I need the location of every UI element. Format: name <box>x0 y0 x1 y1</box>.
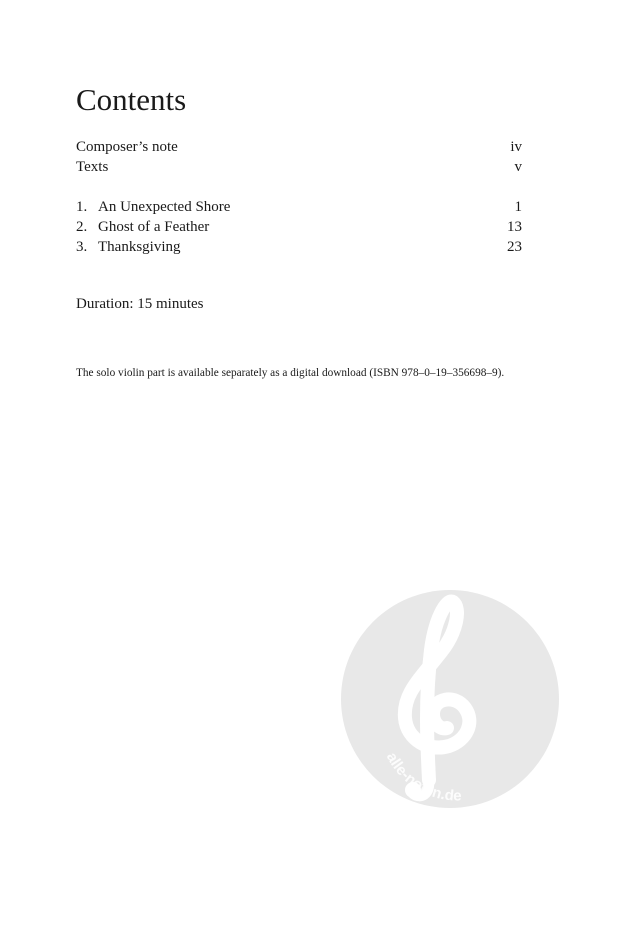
toc-entry[interactable] <box>76 197 522 217</box>
toc-entry-page: 23 <box>507 239 522 255</box>
page-title: Contents <box>76 82 187 117</box>
toc-entry-label: Ghost of a Feather <box>98 219 210 235</box>
toc-entry-page: 13 <box>507 219 522 235</box>
toc-movements <box>76 197 522 257</box>
toc-entry-label: Texts <box>76 159 109 175</box>
toc-entry-title <box>76 217 209 237</box>
toc-entry-page: 1 <box>514 199 522 215</box>
toc-entry-page: iv <box>510 139 522 155</box>
toc-entry-number: 1. <box>76 199 88 215</box>
toc-entry-number: 3. <box>76 239 88 255</box>
toc-front-matter <box>76 137 522 177</box>
toc-entry[interactable] <box>76 237 522 257</box>
toc-entry-number: 2. <box>76 219 88 235</box>
watermark-text: alle-noten.de <box>382 749 462 805</box>
toc-entry-title <box>76 237 181 257</box>
footnote: The solo violin part is available separately as a digital download (ISBN 978–0–19–356698–9). <box>76 367 505 379</box>
toc-entry-label: Composer’s note <box>76 139 178 155</box>
toc-entry-label: An Unexpected Shore <box>98 199 231 215</box>
duration-text: Duration: 15 minutes <box>76 296 204 312</box>
toc-entry-label: Thanksgiving <box>98 239 181 255</box>
toc-entry-page: v <box>514 159 522 175</box>
toc-entry[interactable] <box>76 137 522 157</box>
toc-entry[interactable] <box>76 217 522 237</box>
toc-entry[interactable] <box>76 157 522 177</box>
watermark <box>341 590 559 808</box>
toc-entry-title <box>76 197 230 217</box>
